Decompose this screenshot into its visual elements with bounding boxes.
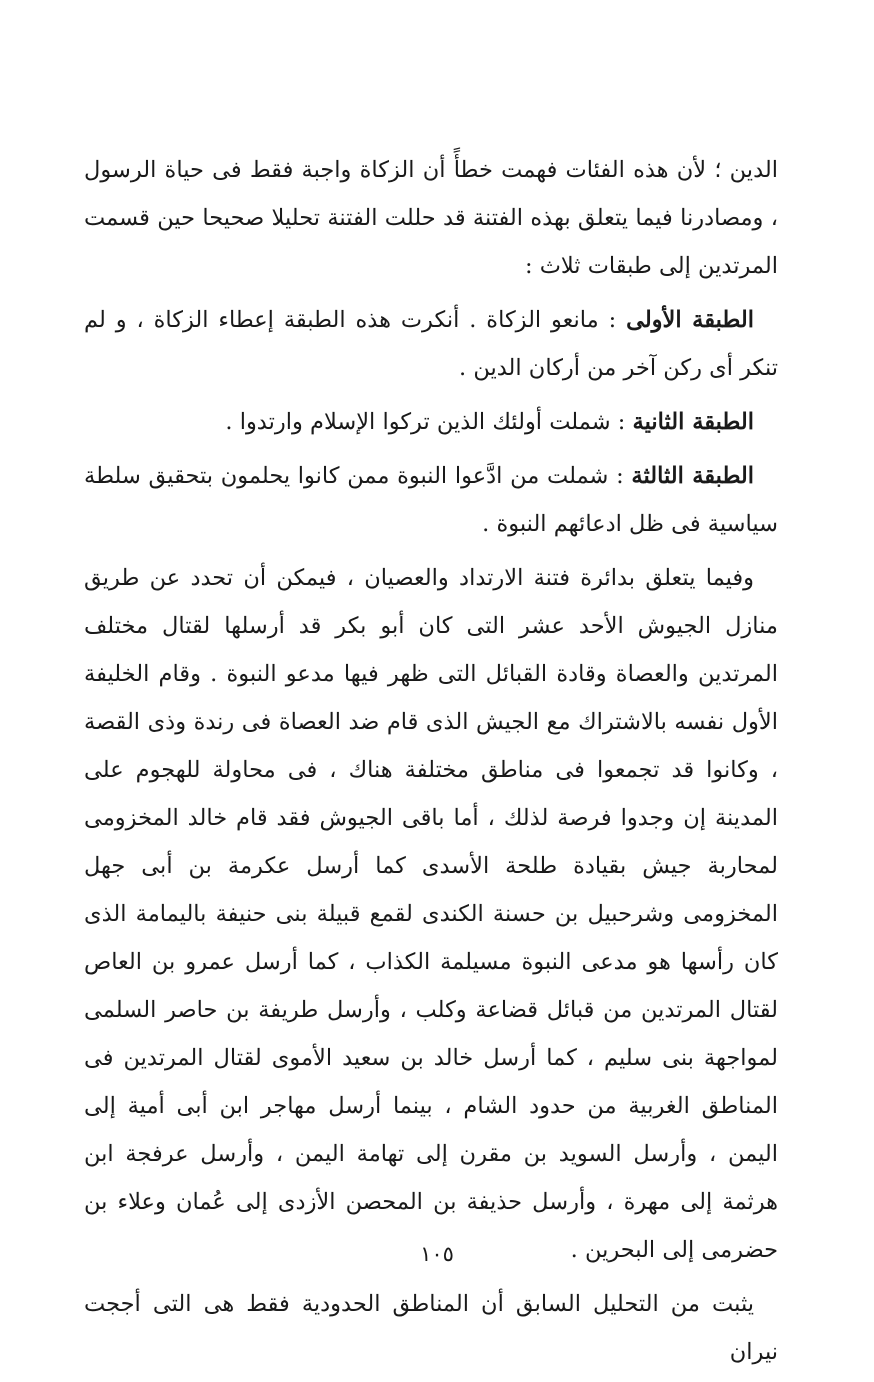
page-body [84,146,778,1382]
paragraph-conclusion: يثبت من التحليل السابق أن المناطق الحدودية فقط هى التى أججت نيران [84,1291,778,1365]
first-class-text: : مانعو الزكاة . أنكرت هذه الطبقة إعطاء الزكاة ، و لم تنكر أى ركن آخر من أركان الدين . [84,307,778,381]
second-class-term: الطبقة الثانية [632,409,754,435]
paragraph-third-class [84,452,778,548]
paragraph-first-class [84,296,778,392]
page-number: ١٠٥ [420,1242,454,1266]
paragraph-second-class [84,398,778,446]
second-class-text: : شملت أولئك الذين تركوا الإسلام وارتدوا . [225,409,633,435]
third-class-term: الطبقة الثالثة [631,463,755,489]
third-class-text: : شملت من ادَّعوا النبوة ممن كانوا يحلمون بتحقيق سلطة سياسية فى ظل ادعائهم النبوة . [84,463,778,537]
paragraph-intro: الدين ؛ لأن هذه الفئات فهمت خطأً أن الزكاة واجبة فقط فى حياة الرسول ، ومصادرنا فيما يتعلق بهذه الفتنة قد حللت الفتنة تحليلا صحيحا حين قسمت المرتدين إلى طبقات ثلاث : [84,157,778,279]
first-class-term: الطبقة الأولى [626,307,754,333]
paragraph-armies: وفيما يتعلق بدائرة فتنة الارتداد والعصيان ، فيمكن أن تحدد عن طريق منازل الجيوش الأحد عشر التى كان أبو بكر قد أرسلها لقتال مختلف المرتدين والعصاة وقادة القبائل التى ظهر فيها مدعو النبوة . وقام الخليفة الأول نفسه بالاشتراك مع الجيش الذى قام ضد العصاة فى رندة وذى القصة ، وكانوا قد تجمعوا فى مناطق مختلفة هناك ، فى محاولة للهجوم على المدينة إن وجدوا فرصة لذلك ، أما باقى الجيوش فقد قام خالد المخزومى لمحاربة جيش بقيادة طلحة الأسدى كما أرسل عكرمة بن أبى جهل المخزومى وشرحبيل بن حسنة الكندى لقمع قبيلة بنى حنيفة باليمامة الذى كان رأسها هو مدعى النبوة مسيلمة الكذاب ، كما أرسل عمرو بن العاص لقتال المرتدين من قبائل قضاعة وكلب ، وأرسل طريفة بن حاصر السلمى لمواجهة بنى سليم ، كما أرسل خالد بن سعيد الأموى لقتال المرتدين فى المناطق الغربية من حدود الشام ، بينما أرسل مهاجر ابن أبى أمية إلى اليمن ، وأرسل السويد بن مقرن إلى تهامة اليمن ، وأرسل عرفجة ابن هرثمة إلى مهرة ، وأرسل حذيفة بن المحصن الأزدى إلى عُمان وعلاء بن حضرمى إلى البحرين . [84,565,778,1263]
